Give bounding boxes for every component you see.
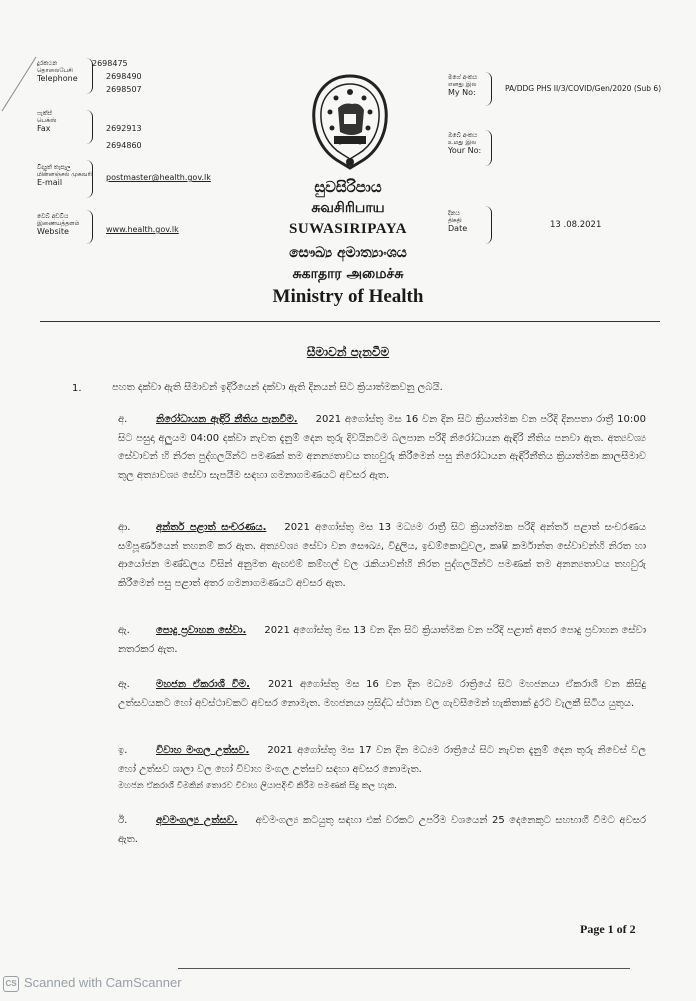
- fax-value: 2694860: [106, 141, 142, 150]
- page-number: Page 1 of 2: [580, 922, 636, 936]
- fax-label-ta: பெக்ஸ்: [37, 117, 57, 124]
- section-title: මහජන ඒකරාශී වීම.: [156, 679, 250, 690]
- website-link[interactable]: www.health.gov.lk: [106, 225, 179, 234]
- email-link[interactable]: postmaster@health.gov.lk: [106, 173, 211, 182]
- email-label-en: E-mail: [37, 178, 63, 187]
- ministry-name-sinhala: සුවසිරිපාය: [314, 178, 382, 196]
- section-i: [118, 742, 646, 793]
- section-body: අවමංගල්‍ය කටයුතු සඳහා එක් වරකට උපරිම වශයෙන් 25 දෙනෙකුට සහභාගී වීමට අවසර ඇත.: [118, 815, 647, 845]
- intro-text: පහත දක්වා ඇති සීමාවන් ඉදිරියෙන් දක්වා ඇති දිනයන් සිට ක්‍රියාත්මකවනු ලබයි.: [112, 382, 443, 393]
- section-letter: අ.: [118, 414, 128, 425]
- ministry-title-sinhala: සෞඛ්‍ය අමාත්‍යාංශය: [289, 245, 407, 261]
- section-body: 2021 අගෝස්තු මස 13 මධ්‍යම රාත්‍රී සිට ක්‍රියාත්මක පරිදි අන්තර් පළාත් සංචරණය සම්පූර්ණයෙන් තහනම් කර ඇත. අත්‍යවශ්‍ය සේවා වන සෞඛ්‍ය, විදුලිය, ඉඩම්කොටුවල, කෘෂි කර්මාන්ත සේවාවන්හි නිරත හා ආයෝජන මණ්ඩලය විසින් අනුමත ඇඟළුම් කම්හල් වල රැකියාවන්හි නිරත පුද්ගලයින්ට පමණක් තම අනන්‍යතාවය තහවුරු කිරීමෙන් පසු පළාත් අතර ගමනාගමණයට අවසර ඇත.: [118, 522, 646, 589]
- document-title: සීමාවන් පැනවීම: [306, 345, 390, 359]
- section-title: අන්තර් පළාත් සංචරණය.: [156, 522, 267, 533]
- section-ii: [118, 812, 646, 849]
- section-a: [118, 411, 646, 485]
- section-body: 2021 අගෝස්තු මස 16 වන දින සිට ක්‍රියාත්මක වන පරිදි දිනපතා රාත්‍රී 10:00 සිට පසුදා අලුයම 04:00 දක්වා නැවත දැනුම් දෙන තුරු දිවයිනටම බලපාන පරිදි නිරෝධායන ඇඳිරි නීතිය පනවා ඇත. අත්‍යවශ්‍ය සේවාවන් හි නිරත පුද්ගලයින්ට පමණක් තම අනන්‍යතාවය තහවුරු කිරීමෙන් පසු නිරෝධායන ඇඳිරිනීතිය ක්‍රියාත්මක කාලසීමාව තුල අත්‍යාවශ්‍ය සේවා සැපයීම සඳහා ගමනාගමණයට අවසර ඇත.: [118, 414, 646, 481]
- telephone-label-en: Telephone: [37, 74, 78, 83]
- national-emblem: [308, 72, 392, 172]
- your-no-label-si: ඔබේ අංකය: [448, 132, 478, 139]
- telephone-label-si: දුරකථන: [37, 60, 58, 67]
- my-no-label-si: මගේ අංකය: [448, 74, 478, 81]
- date-label: [448, 210, 467, 233]
- section-title: නිරෝධායන ඇඳිරි නීතිය පැනවීම.: [156, 414, 298, 425]
- telephone-value: 2698475: [92, 59, 128, 68]
- brace-icon: [485, 206, 492, 244]
- scanner-watermark: Scanned with CamScanner: [24, 975, 182, 990]
- scan-edge-line: [0, 55, 40, 115]
- telephone-value: 2698507: [106, 85, 142, 94]
- fax-label-en: Fax: [37, 124, 51, 133]
- telephone-value: 2698490: [106, 72, 142, 81]
- my-no-label-en: My No:: [448, 88, 476, 97]
- footer-rule: [178, 968, 630, 969]
- email-label-ta: மின்னஞ்சல் முகவரி: [37, 171, 92, 178]
- section-letter: ඇ.: [118, 625, 130, 636]
- my-no-label: [448, 74, 477, 97]
- your-no-label-en: Your No:: [448, 146, 482, 155]
- section-note: මහජන ඒකරාශී වීමකින් තොරව විවාහ ලියාපදිංචි කිරීම පමණක් සිදු කල හැක.: [118, 781, 397, 791]
- my-no-value: PA/DDG PHS II/3/COVID/Gen/2020 (Sub 6): [505, 84, 662, 93]
- telephone-label-ta: தொலைபேசி: [37, 67, 73, 74]
- intro-number: 1.: [72, 383, 82, 394]
- section-body: 2021 අගෝස්තු මස 16 වන දින මධ්‍යම රාත්‍රියේ සිට මහජනයා ඒකරාශී වන කිසිදු උත්සවයකට හෝ අවස්ථාවකට අවසර නොමැත. මහජනයා ප්‍රසිද්ධ ස්ථාන වල ගැවසීමෙන් හැකිතාක් දුරට වැලකී සිටිය යුතුය.: [118, 679, 646, 709]
- camscanner-logo-icon: CS: [3, 976, 19, 992]
- website-label-ta: இணையத்தளம்: [37, 220, 80, 227]
- fax-values: [106, 120, 142, 154]
- section-letter: ඊ.: [118, 815, 128, 826]
- email-label-si: විද්‍යුත් තැපෑල: [37, 164, 71, 171]
- ministry-name-tamil: சுவசிரிபாய: [311, 200, 385, 216]
- ministry-title-english: Ministry of Health: [272, 286, 424, 307]
- website-label-en: Website: [37, 227, 69, 236]
- brace-icon: [485, 130, 492, 166]
- fax-label-si: ෆැක්ස්: [37, 110, 52, 117]
- section-aa: [118, 519, 646, 593]
- your-no-label: [448, 132, 481, 155]
- telephone-values: [92, 57, 142, 96]
- brace-icon: [86, 110, 93, 144]
- section-body: 2021 අගෝස්තු මස 13 වන දින සිට ක්‍රියාත්මක වන පරිදි පළාත් අතර පොදු ප්‍රවාහන සේවා නතරකර ඇත.: [118, 625, 647, 655]
- ministry-title-tamil: சுகாதார அமைச்சு: [292, 266, 404, 282]
- brace-icon: [485, 72, 492, 106]
- section-letter: ආ.: [118, 522, 131, 533]
- section-body: 2021 අගෝස්තු මස 17 වන දින මධ්‍යම රාත්‍රියේ සිට නැවත දැනුම් දෙන තුරු නිවෙස් වල හෝ උත්සව ශාලා වල හෝ විවාහ මංගල උත්සව සඳහා අවසර නොමැත.: [118, 745, 646, 775]
- section-title: පොදු ප්‍රවාහන සේවා.: [156, 625, 247, 636]
- telephone-label: [37, 60, 78, 83]
- date-value: 13 .08.2021: [550, 220, 602, 230]
- header-divider: [40, 321, 660, 322]
- date-label-si: දිනය: [448, 210, 460, 217]
- fax-value: 2692913: [106, 124, 142, 133]
- ministry-name-english: SUWASIRIPAYA: [289, 221, 407, 237]
- section-title: විවාහ මංගල උත්සව.: [156, 745, 250, 756]
- my-no-label-ta: எனது இல: [448, 81, 477, 88]
- section-title: අවමංගල්‍ය උත්සව.: [156, 815, 238, 826]
- section-letter: ඉ.: [118, 745, 128, 756]
- date-label-ta: திகதி: [448, 217, 462, 224]
- website-label-si: වෙබ් අඩවිය: [37, 213, 69, 220]
- section-letter: ඈ.: [118, 679, 130, 690]
- section-aee: [118, 676, 646, 713]
- section-ae: [118, 622, 646, 659]
- date-label-en: Date: [448, 224, 468, 233]
- your-no-label-ta: உமது இல: [448, 139, 477, 146]
